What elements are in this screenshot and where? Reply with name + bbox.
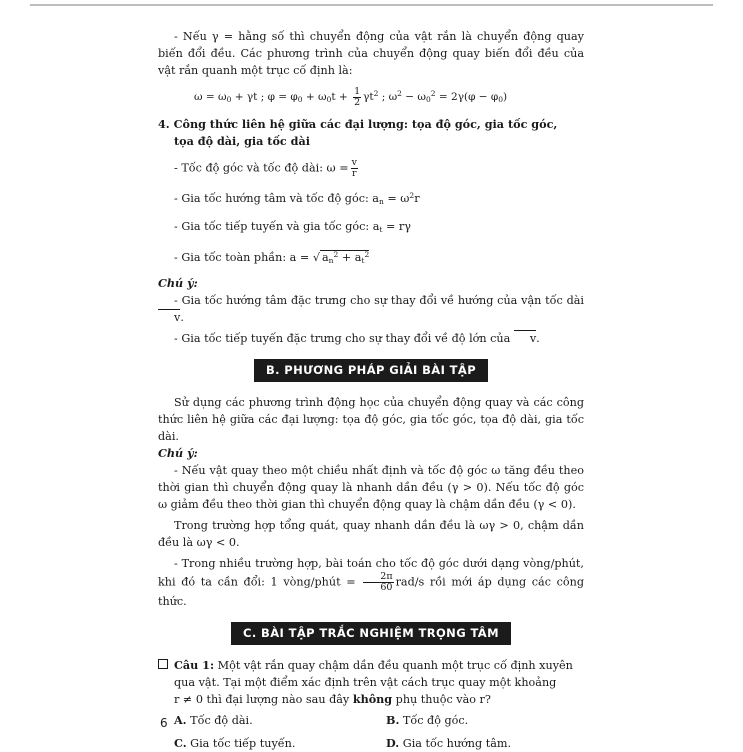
- section-b-banner: B. PHƯƠNG PHÁP GIẢI BÀI TẬP: [254, 359, 488, 382]
- paragraph-uniform-rotation: - Nếu γ = hằng số thì chuyển động của vật rắn là chuyển động quay biến đổi đều. Các phương trình của chuyển động quay biến đổi đều của vật rắn quanh một trục cố định là:: [158, 30, 584, 77]
- answer-text: Tốc độ góc.: [399, 714, 469, 727]
- answer-text: Gia tốc hướng tâm.: [399, 737, 512, 750]
- checkbox-square-icon: [158, 659, 168, 669]
- question-line: [158, 691, 584, 708]
- item-text: - Gia tốc toàn phần:: [174, 251, 287, 264]
- section-c-wrap: [158, 622, 584, 645]
- question-text: qua vật. Tại một điểm xác định trên vật cách trục quay một khoảng: [174, 676, 557, 689]
- eq-sup: 2: [430, 89, 436, 98]
- note-text: .: [180, 311, 184, 324]
- answer-letter: D.: [386, 736, 400, 750]
- eq-part: ; ω: [378, 91, 398, 103]
- item-centripetal: [174, 187, 584, 210]
- eq-fraction: [353, 87, 361, 108]
- paragraph-direction: - Nếu vật quay theo một chiều nhất định và tốc độ góc ω tăng đều theo thời gian thì chuyển động quay là nhanh dần đều (γ > 0). Nếu tốc độ góc ω giảm đều theo thời gian thì chuyển động quay là chậm dần đều (γ < 0).: [158, 464, 584, 511]
- heading-line: 4. Công thức liên hệ giữa các đại lượng: tọa độ góc, gia tốc góc,: [158, 117, 558, 131]
- paragraph-method: Sử dụng các phương trình động học của chuyển động quay và các công thức liên hệ giữa các đại lượng: tọa độ góc, gia tốc góc, tọa độ dài, gia tốc dài.: [158, 396, 584, 443]
- item-formula: a: [372, 220, 380, 233]
- eq-sup: 2: [333, 250, 339, 259]
- note-text: - Gia tốc tiếp tuyến đặc trưng cho sự thay đổi về độ lớn của: [174, 332, 514, 345]
- para-text: rad/s rồi mới áp dụng các công thức.: [158, 575, 585, 608]
- item-text: - Gia tốc tiếp tuyến và gia tốc góc:: [174, 220, 370, 233]
- item-text: - Gia tốc hướng tâm và tốc độ góc:: [174, 192, 369, 205]
- question-label: Câu 1:: [174, 658, 215, 672]
- item-formula: = ω: [383, 192, 410, 205]
- document-page: [158, 28, 584, 752]
- item-formula: ω =: [326, 161, 349, 175]
- page-number: 6: [160, 716, 168, 730]
- answer-b[interactable]: [386, 712, 600, 729]
- item-formula: r: [414, 192, 420, 205]
- conversion-fraction: [363, 572, 393, 593]
- eq-part: ω = ω: [194, 91, 227, 103]
- question-emphasis: không: [352, 692, 393, 706]
- item-tangential: [174, 218, 584, 238]
- eq-sub: 0: [226, 95, 232, 104]
- heading-line: tọa độ dài, gia tốc dài: [174, 134, 310, 148]
- question-text: phụ thuộc vào r?: [392, 693, 491, 706]
- eq-sub: t: [361, 256, 365, 265]
- note-centripetal: [158, 292, 584, 326]
- eq-sub: 0: [326, 95, 332, 104]
- frac-num: 2π: [363, 572, 393, 583]
- item-formula: = rγ: [382, 220, 411, 233]
- paragraph-general-case: Trong trường hợp tổng quát, quay nhanh dần đều là ωγ > 0, chậm dần đều là ωγ < 0.: [158, 519, 584, 549]
- note-tangential: [158, 330, 584, 347]
- item-formula: a = √: [289, 251, 320, 264]
- frac-den: 60: [380, 582, 393, 593]
- eq-sub: 0: [426, 95, 431, 104]
- rotation-equations: [194, 85, 584, 108]
- eq-sub: n: [328, 256, 334, 265]
- note-label: Chú ý:: [158, 446, 198, 460]
- frac-num: 1: [354, 85, 361, 97]
- frac-num: v: [351, 157, 357, 168]
- section-c-banner: C. BÀI TẬP TRẮC NGHIỆM TRỌNG TÂM: [231, 622, 511, 645]
- eq-sup: 2: [397, 89, 402, 98]
- eq-part: = 2γ(φ − φ: [435, 91, 499, 103]
- note-text: .: [536, 332, 540, 345]
- sqrt-body: [320, 250, 369, 264]
- answer-text: Gia tốc tiếp tuyến.: [186, 737, 296, 750]
- item-text: - Tốc độ góc và tốc độ dài:: [174, 161, 323, 175]
- eq-part: + ω: [302, 91, 327, 103]
- eq-part: γt: [363, 91, 374, 103]
- answer-options: [174, 712, 584, 752]
- item-formula: a: [372, 192, 379, 205]
- note-label: Chú ý:: [158, 276, 198, 290]
- eq-part: + γt ; φ = φ: [231, 91, 298, 103]
- item-angular-linear-speed: [174, 158, 584, 179]
- eq-sup: 2: [409, 191, 415, 200]
- page-top-edge: [0, 0, 743, 10]
- question-text: r ≠ 0 thì đại lượng nào sau đây: [174, 693, 353, 706]
- item-total-acceleration: [174, 246, 584, 269]
- item-formula: + a: [338, 251, 362, 264]
- question-1: [158, 657, 584, 708]
- paragraph-unit-conversion: [158, 555, 584, 610]
- eq-sup: 2: [373, 89, 379, 98]
- answer-letter: A.: [174, 713, 187, 727]
- answer-letter: B.: [386, 713, 400, 727]
- eq-sub: n: [378, 197, 384, 206]
- top-divider: [30, 4, 713, 6]
- eq-part: t +: [331, 91, 352, 103]
- eq-sub: t: [379, 225, 383, 234]
- para-text: - Trong nhiều trường hợp, bài toán cho tốc độ góc dưới dạng vòng/phút, khi đó ta cần đổi: 1 vòng/phút =: [158, 557, 584, 589]
- eq-sup: 2: [364, 250, 370, 259]
- question-text: Một vật rắn quay chậm dần đều quanh một trục cố định xuyên: [214, 659, 573, 672]
- section-b-wrap: [158, 359, 584, 382]
- vector-v: v: [514, 330, 536, 347]
- vector-v: v: [158, 309, 180, 326]
- note-text: - Gia tốc hướng tâm đặc trưng cho sự thay đổi về hướng của vận tốc dài: [174, 294, 584, 307]
- section-heading-4: [158, 116, 584, 150]
- answer-d[interactable]: [386, 735, 600, 752]
- item-fraction: [351, 158, 358, 179]
- eq-part: ): [503, 91, 508, 103]
- answer-a[interactable]: [174, 712, 386, 729]
- frac-den: r: [352, 168, 357, 179]
- item-formula: a: [321, 251, 329, 264]
- answer-text: Tốc độ dài.: [186, 714, 253, 727]
- eq-part: − ω: [401, 91, 426, 103]
- eq-sub: 0: [297, 95, 303, 104]
- answer-letter: C.: [174, 736, 187, 750]
- answer-c[interactable]: [174, 735, 386, 752]
- frac-den: 2: [354, 96, 361, 108]
- eq-sub: 0: [498, 95, 504, 104]
